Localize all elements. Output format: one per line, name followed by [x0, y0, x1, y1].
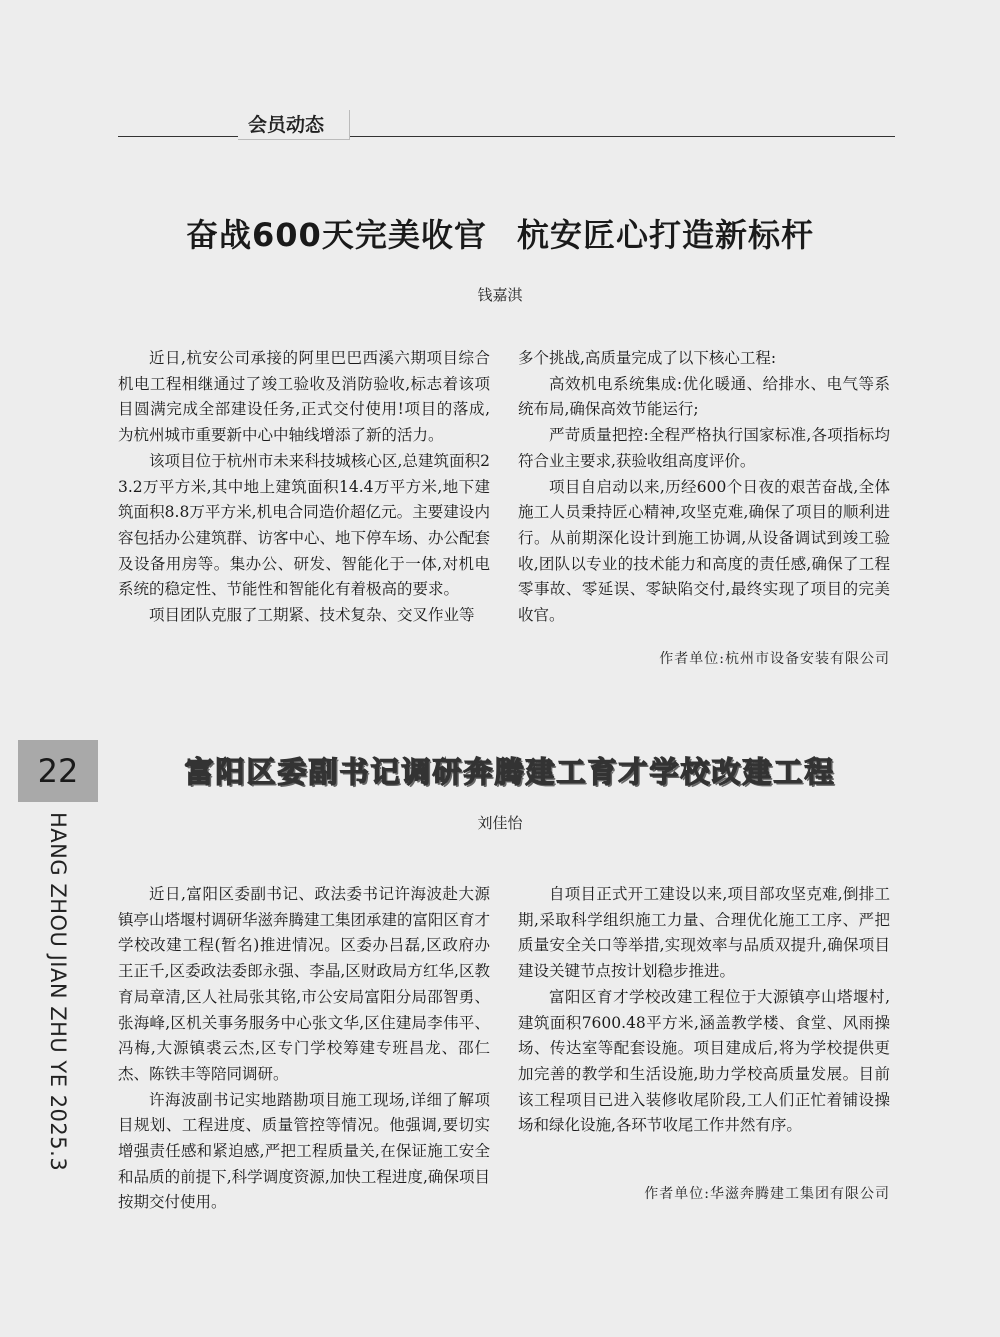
article2-author: 刘佳怡: [477, 814, 523, 832]
article2-paragraph: 富阳区育才学校改建工程位于大源镇亭山塔堰村,建筑面积7600.48平方米,涵盖教学楼、食堂、风雨操场、传达室等配套设施。项目建成后,将为学校提供更加完善的教学和生活设施,助力学校高质量发展。目前该工程项目已进入装修收尾阶段,工人们正忙着铺设操场和绿化设施,各环节收尾工作井然有序。: [518, 987, 890, 1135]
header-rule-right: [350, 136, 895, 137]
article1-paragraph: 多个挑战,高质量完成了以下核心工程:: [518, 349, 777, 367]
section-label: 会员动态: [238, 110, 350, 140]
article1-paragraph: 该项目位于杭州市未来科技城核心区,总建筑面积23.2万平方米,其中地上建筑面积14.4万平方米,地下建筑面积8.8万平方米,机电合同造价超亿元。主要建设内容包括办公建筑群、访客中心、地下停车场、办公配套及设备用房等。集办公、研发、智能化于一体,对机电系统的稳定性、节能性和智能化有着极高的要求。: [118, 451, 491, 599]
article1-author-unit: 作者单位:杭州市设备安装有限公司: [659, 651, 890, 667]
article1-right-column: [518, 346, 890, 629]
article2-paragraph: 近日,富阳区委副书记、政法委书记许海波赴大源镇亭山塔堰村调研华滋奔腾建工集团承建的富阳区育才学校改建工程(暂名)推进情况。区委办吕磊,区政府办王正千,区委政法委郎永强、李晶,区财政局方红华,区教育局章清,区人社局张其铭,市公安局富阳分局邵智勇、张海峰,区机关事务服务中心张文华,区住建局李伟平、冯梅,大源镇裘云杰,区专门学校筹建专班昌龙、邵仁杰、陈铁丰等陪同调研。: [118, 885, 491, 1083]
article2-paragraph: 自项目正式开工建设以来,项目部攻坚克难,倒排工期,采取科学组织施工力量、合理优化施工工序、严把质量安全关口等举措,实现效率与品质双提升,确保项目建设关键节点按计划稳步推进。: [518, 885, 890, 981]
article1-paragraph: 项目团队克服了工期紧、技术复杂、交叉作业等: [149, 606, 475, 625]
article2-author-unit: 作者单位:华滋奔腾建工集团有限公司: [644, 1186, 890, 1202]
page-number: 22: [18, 740, 98, 802]
article1-title: 奋战600天完美收官 杭安匠心打造新标杆: [186, 216, 814, 254]
article1-paragraph: 高效机电系统集成:优化暖通、给排水、电气等系统布局,确保高效节能运行;: [518, 374, 890, 419]
article1-paragraph: 项目自启动以来,历经600个日夜的艰苦奋战,全体施工人员秉持匠心精神,攻坚克难,确保了项目的顺利进行。从前期深化设计到施工协调,从设备调试到竣工验收,团队以专业的技术能力和高度的责任感,确保了工程零事故、零延误、零缺陷交付,最终实现了项目的完美收官。: [518, 477, 890, 625]
article2-right-column: [518, 882, 890, 1139]
article2-paragraph: 许海波副书记实地踏勘项目施工现场,详细了解项目规划、工程进度、质量管控等情况。他强调,要切实增强责任感和紧迫感,严把工程质量关,在保证施工安全和品质的前提下,科学调度资源,加快工程进度,确保项目按期交付使用。: [118, 1090, 490, 1212]
journal-side-text: HANG ZHOU JIAN ZHU YE 2025.3: [46, 812, 70, 1172]
article1-left-column: [118, 346, 490, 629]
header-rule-left: [118, 136, 238, 137]
article2-left-column: [118, 882, 490, 1216]
article2-title: 富阳区委副书记调研奔腾建工育才学校改建工程: [184, 755, 836, 789]
article1-paragraph: 近日,杭安公司承接的阿里巴巴西溪六期项目综合机电工程相继通过了竣工验收及消防验收,标志着该项目圆满完成全部建设任务,正式交付使用!项目的落成,为杭州城市重要新中心中轴线增添了新的活力。: [118, 349, 490, 445]
article1-paragraph: 严苛质量把控:全程严格执行国家标准,各项指标均符合业主要求,获验收组高度评价。: [518, 426, 890, 470]
article1-author: 钱嘉淇: [477, 286, 523, 304]
